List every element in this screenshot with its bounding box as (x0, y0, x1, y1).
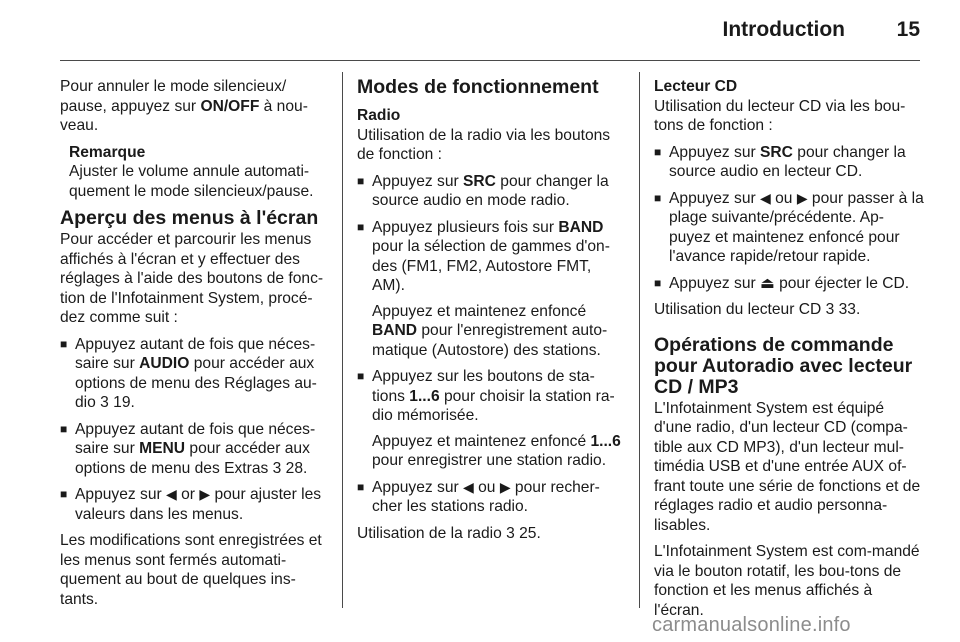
button-name: ON/OFF (200, 97, 260, 115)
list-item (357, 172, 627, 211)
bullet-list (60, 335, 328, 525)
button-name: SRC (760, 143, 793, 161)
note-box (69, 143, 328, 202)
bullet-icon: ■ (654, 190, 662, 205)
button-name: 1...6 (590, 432, 621, 450)
text: Appuyez sur (669, 274, 761, 292)
button-name: BAND (372, 322, 418, 339)
text: à nou-veau. (60, 97, 308, 134)
column-right (654, 77, 924, 627)
text: or (176, 486, 200, 503)
bullet-icon: ■ (654, 275, 662, 290)
page-ref-icon[interactable]: 3 (272, 459, 282, 477)
page-number: 15 (896, 18, 920, 41)
text: Appuyez sur (75, 486, 167, 503)
column-middle (357, 77, 627, 550)
section-heading: Modes de fonctionnement (357, 76, 599, 98)
paragraph: Utilisation du lecteur CD via les bou-tons de fonction : (654, 97, 906, 134)
text: pour l'enregistrement auto-matique (Autostore) des stations. (372, 322, 608, 359)
text: pour passer à la plage suivante/précédente. Ap-puyez et maintenez enfoncé pour l'avance rapide/retour rapide. (669, 189, 924, 265)
bullet-icon: ■ (654, 144, 662, 159)
paragraph (654, 300, 924, 320)
text: Appuyez sur (669, 143, 761, 161)
list-item (357, 218, 627, 361)
paragraph: Les modifications sont enregistrées et les menus sont fermés automati-quement au bout de quelques ins-tants. (60, 532, 322, 608)
list-item (357, 367, 627, 471)
list-item (60, 335, 328, 413)
text: pour la sélection de gammes d'on-des (FM1, FM2, Autostore FMT, AM). (372, 238, 610, 294)
page-ref: 33. (834, 301, 861, 318)
right-arrow-icon: ▶ (796, 189, 808, 206)
sub-paragraph (372, 302, 627, 361)
paragraph: Pour accéder et parcourir les menus affichés à l'écran et y effectuer des réglages à l'aide des boutons de fonc-tion de l'Infotainment System, procé-dez comme suit : (60, 231, 324, 326)
section-heading: Aperçu des menus à l'écran (60, 207, 319, 229)
button-name: 1...6 (409, 387, 440, 405)
paragraph: L'Infotainment System est com-mandé via le bouton rotatif, les bou-tons de fonction et les menus affichés à l'écran. (654, 543, 920, 619)
bullet-icon: ■ (357, 219, 365, 234)
list-item (60, 485, 328, 524)
button-name: MENU (139, 440, 186, 457)
text: Utilisation de la radio (357, 524, 507, 542)
list-item (654, 143, 924, 182)
list-item (60, 420, 328, 479)
bullet-icon: ■ (60, 336, 68, 351)
text: Appuyez et maintenez enfoncé (372, 432, 591, 450)
text: Appuyez autant de fois que néces-saire sur (75, 335, 316, 372)
column-divider-right (639, 72, 640, 608)
page-ref: 28. (281, 459, 308, 477)
subheading: Radio (357, 107, 401, 124)
text: pour accéder aux options de menu des Réglages au-dio (75, 355, 317, 411)
page-ref: 25. (514, 524, 541, 542)
bullet-icon: ■ (357, 173, 365, 188)
text: Appuyez plusieurs fois sur (372, 218, 559, 236)
text: Pour annuler le mode silencieux/ pause, appuyez sur (60, 78, 287, 115)
left-arrow-icon: ◀ (463, 478, 474, 495)
text: Appuyez et maintenez enfoncé (372, 302, 587, 320)
bullet-list (357, 172, 627, 517)
text: pour changer la source audio en mode radio. (372, 172, 609, 209)
bullet-icon: ■ (60, 487, 68, 501)
list-item (654, 189, 924, 267)
bullet-list (654, 143, 924, 294)
column-left (60, 77, 328, 616)
bullet-icon: ■ (357, 369, 365, 383)
bullet-icon: ■ (60, 421, 68, 436)
text: pour changer la source audio en lecteur CD. (669, 143, 906, 180)
button-name: SRC (463, 172, 496, 190)
list-item (654, 274, 924, 294)
chapter-title: Introduction (722, 18, 845, 41)
text: Appuyez sur (372, 172, 464, 190)
paragraph: L'Infotainment System est équipé d'une radio, d'un lecteur CD (compa-tible aux CD MP3), d'un lecteur mul-timédia USB et d'une entrée AUX of-frant toute une série de fonctions et de réglages radio et audio personna-lisables. (654, 399, 921, 534)
bullet-icon: ■ (357, 479, 365, 494)
text: Utilisation du lecteur CD (654, 301, 826, 318)
page-ref-icon[interactable]: 3 (825, 301, 835, 318)
sub-paragraph (372, 432, 627, 471)
text: pour éjecter le CD. (774, 274, 910, 292)
text: pour enregistrer une station radio. (372, 452, 607, 469)
text: pour choisir la station ra-dio mémorisée. (372, 387, 615, 424)
text: Appuyez sur (372, 478, 464, 496)
watermark[interactable]: carmanualsonline.info (652, 614, 851, 636)
page-ref-icon[interactable]: 3 (506, 524, 515, 542)
right-arrow-icon: ▶ (499, 478, 511, 495)
column-divider-left (342, 72, 343, 608)
section-heading: Opérations de commande pour Autoradio avec lecteur CD / MP3 (654, 333, 913, 398)
left-arrow-icon: ◀ (166, 486, 177, 502)
eject-icon: ⏏ (760, 274, 775, 292)
text: Appuyez sur (669, 189, 761, 207)
note-title: Remarque (69, 143, 146, 161)
text: pour recher-cher les stations radio. (372, 478, 600, 515)
page-ref: 19. (108, 394, 135, 411)
page-ref-icon[interactable]: 3 (100, 394, 109, 411)
paragraph (60, 77, 328, 136)
text: Appuyez autant de fois que néces-saire sur (75, 420, 316, 457)
note-text: Ajuster le volume annule automati-quement le mode silencieux/pause. (69, 163, 314, 200)
text: ou (473, 478, 500, 496)
subheading: Lecteur CD (654, 78, 738, 95)
header-rule (60, 60, 920, 61)
text: ou (770, 189, 797, 207)
left-arrow-icon: ◀ (760, 189, 771, 206)
paragraph: Utilisation de la radio via les boutons de fonction : (357, 126, 611, 163)
text: pour accéder aux options de menu des Extras (75, 440, 310, 477)
button-name: AUDIO (139, 355, 190, 372)
right-arrow-icon: ▶ (199, 486, 211, 502)
text: pour ajuster les valeurs dans les menus. (75, 486, 322, 523)
button-name: BAND (558, 218, 604, 236)
text: Appuyez sur les boutons de sta-tions (372, 368, 595, 405)
list-item (357, 478, 627, 517)
paragraph (357, 524, 627, 544)
